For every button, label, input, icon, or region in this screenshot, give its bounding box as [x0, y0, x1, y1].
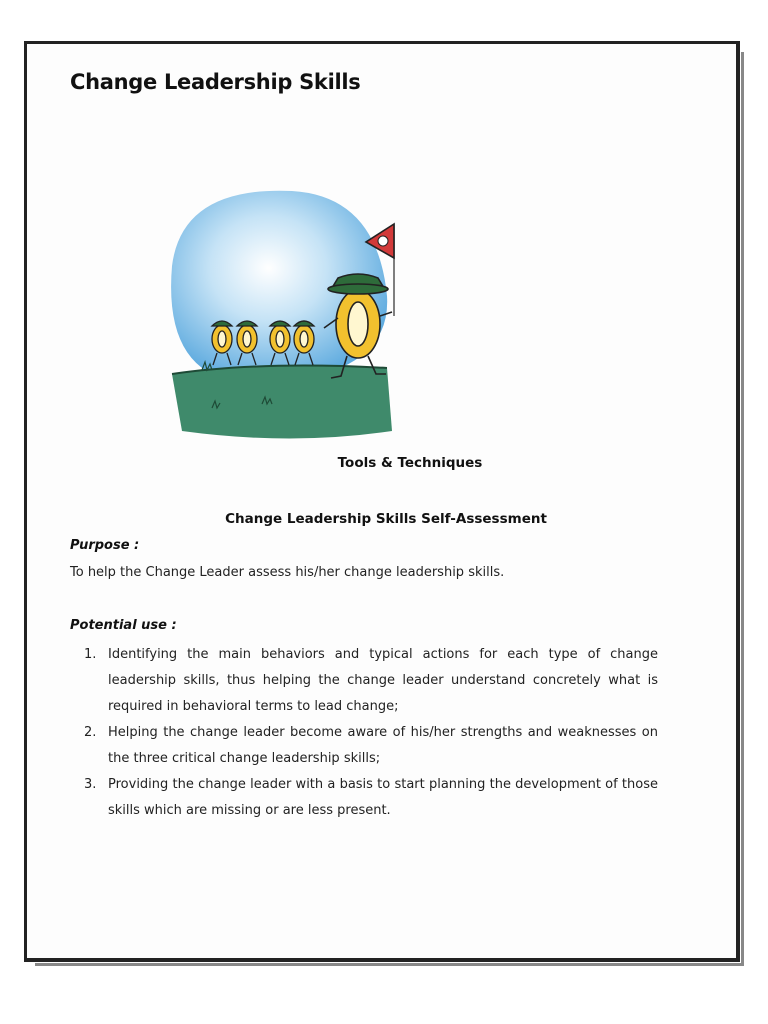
change-leader-illustration — [142, 146, 408, 454]
list-item-number: 2. — [84, 725, 97, 740]
potential-use-label: Potential use : — [70, 618, 177, 633]
page-title: Change Leadership Skills — [70, 70, 361, 94]
assessment-caption: Change Leadership Skills Self-Assessment — [225, 511, 547, 527]
leader-cartoon-icon — [142, 146, 408, 454]
list-item-text: Providing the change leader with a basis to start planning the development of those skills which are missing or are less present. — [108, 777, 658, 818]
purpose-label: Purpose : — [70, 538, 140, 553]
list-item-number: 3. — [84, 777, 97, 792]
list-item-text: Helping the change leader become aware of his/her strengths and weaknesses on the three critical change leadership skills; — [108, 725, 658, 766]
list-item — [76, 772, 658, 824]
list-item-text: Identifying the main behaviors and typical actions for each type of change leadership skills, thus helping the change leader understand concretely what is required in behavioral terms to lead change; — [108, 647, 658, 714]
list-item-number: 1. — [84, 647, 97, 662]
tools-caption: Tools & Techniques — [337, 455, 483, 471]
list-item — [76, 642, 658, 720]
potential-use-list — [76, 642, 658, 824]
purpose-text: To help the Change Leader assess his/her change leadership skills. — [70, 565, 505, 580]
list-item — [76, 720, 658, 772]
